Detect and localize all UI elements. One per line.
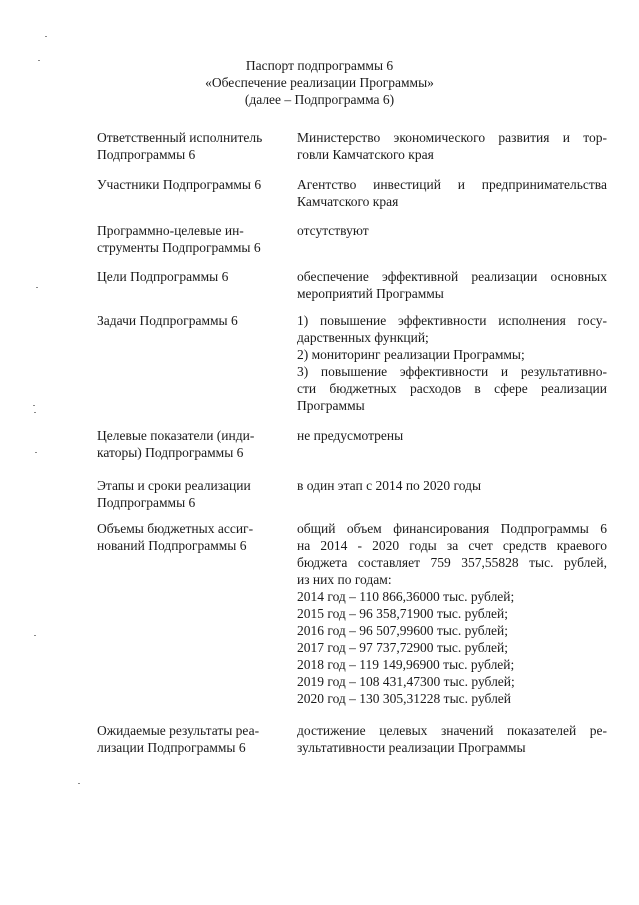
- label-target-indicators: Целевые показатели (инди- каторы) Подпрограммы 6: [97, 428, 255, 460]
- budget-year-2017: 2017 год – 97 737,72900 тыс. рублей;: [297, 640, 509, 655]
- label-responsible-executor: Ответственный исполнитель Подпрограммы 6: [97, 130, 263, 162]
- label-participants: Участники Подпрограммы 6: [97, 177, 262, 192]
- budget-year-2020: 2020 год – 130 305,31228 тыс. рублей: [297, 691, 512, 706]
- label-expected-results: Ожидаемые результаты реа- лизации Подпрограммы 6: [97, 723, 260, 755]
- scan-speck: [33, 405, 35, 406]
- budget-year-2014: 2014 год – 110 866,36000 тыс. рублей;: [297, 589, 515, 604]
- document-title-line-1: Паспорт подпрограммы 6: [245, 58, 394, 73]
- label-program-instruments: Программно-целевые ин- струменты Подпрограммы 6: [97, 223, 261, 255]
- value-expected-results: достижение целевых значений показателей ре- зультативности реализации Программы: [297, 723, 607, 755]
- value-budget-volumes: общий объем финансирования Подпрограммы 6 на 2014 - 2020 годы за счет средств краевого бюджета составляет 759 357,55828 тыс. рублей, из них по годам: 2014 год – 110 866,36000 тыс. рублей; 2015 год – 96 358,71900 тыс. рублей; 2016 год – 96 507,99600 тыс. рублей; 2017 год – 97 737,72900 тыс. рублей; 2018 год – 119 149,96900 тыс. рублей; 2019 год – 108 431,47300 тыс. рублей; 2020 год – 130 305,31228 тыс. рублей: [297, 521, 607, 706]
- scan-speck: [45, 36, 47, 37]
- label-goals: Цели Подпрограммы 6: [97, 269, 229, 284]
- document-title-line-2: «Обеспечение реализации Программы»: [205, 75, 434, 90]
- value-target-indicators: не предусмотрены: [297, 428, 404, 443]
- budget-year-2019: 2019 год – 108 431,47300 тыс. рублей;: [297, 674, 515, 689]
- scan-speck: [35, 452, 37, 453]
- document-title-line-3: (далее – Подпрограмма 6): [244, 92, 395, 107]
- budget-year-2016: 2016 год – 96 507,99600 тыс. рублей;: [297, 623, 509, 638]
- label-stages-and-terms: Этапы и сроки реализации Подпрограммы 6: [97, 478, 251, 510]
- label-budget-volumes: Объемы бюджетных ассиг- нований Подпрограммы 6: [97, 521, 254, 553]
- value-stages-and-terms: в один этап с 2014 по 2020 годы: [297, 478, 482, 493]
- label-tasks: Задачи Подпрограммы 6: [97, 313, 238, 328]
- scan-speck: [34, 412, 36, 413]
- value-responsible-executor: Министерство экономического развития и тор- говли Камчатского края: [297, 130, 607, 162]
- budget-year-2018: 2018 год – 119 149,96900 тыс. рублей;: [297, 657, 515, 672]
- scan-speck: [38, 60, 40, 61]
- budget-year-2015: 2015 год – 96 358,71900 тыс. рублей;: [297, 606, 509, 621]
- value-goals: обеспечение эффективной реализации основных мероприятий Программы: [297, 269, 607, 301]
- scan-speck: [34, 635, 36, 636]
- value-tasks: 1) повышение эффективности исполнения госу- дарственных функций; 2) мониторинг реализации Программы; 3) повышение эффективности и результативно- сти бюджетных расходов в сфере реализации Программы: [297, 313, 607, 413]
- value-program-instruments: отсутствуют: [297, 223, 369, 238]
- value-participants: Агентство инвестиций и предпринимательства Камчатского края: [297, 177, 607, 209]
- scan-speck: [78, 783, 80, 784]
- scan-speck: [36, 287, 38, 288]
